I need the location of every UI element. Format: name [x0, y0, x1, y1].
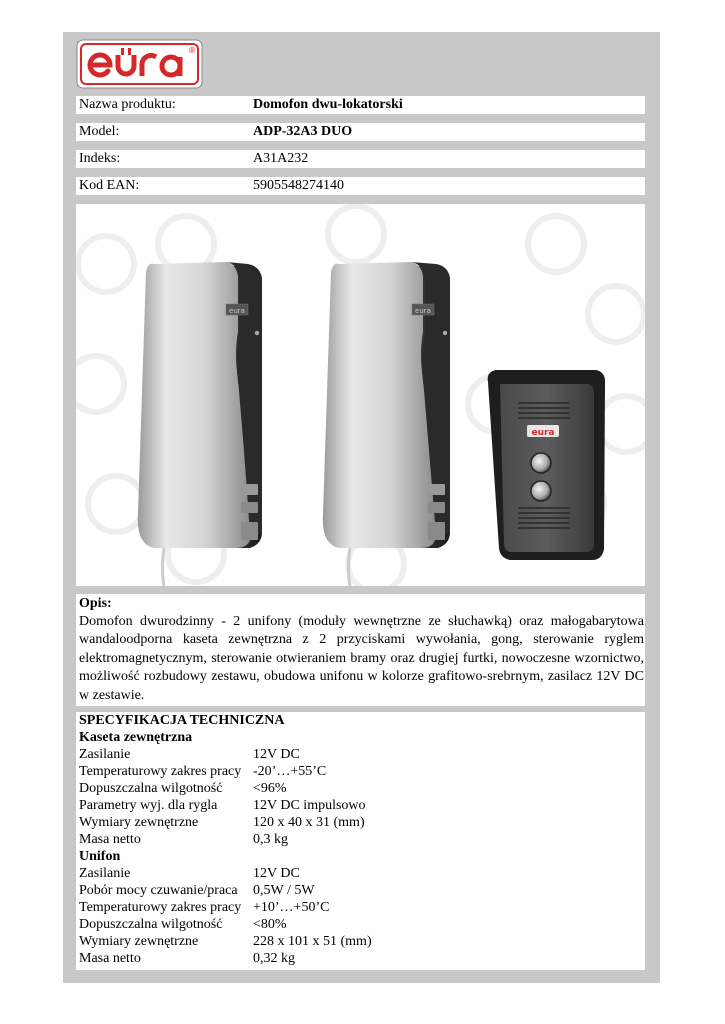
- lock-button: [428, 502, 445, 513]
- spec-value: -20’…+55’C: [253, 764, 327, 779]
- spec-group-title: Kaseta zewnętrzna: [79, 730, 193, 745]
- led-indicator: [255, 331, 259, 335]
- spec-group-title: Unifon: [79, 849, 121, 864]
- spec-key: Dopuszczalna wilgotność: [79, 781, 223, 796]
- product-photo: [76, 204, 645, 586]
- call-button-2: [531, 481, 551, 501]
- call-button: [428, 522, 445, 540]
- handset-logo: eura: [415, 307, 431, 315]
- spec-heading: SPECYFIKACJA TECHNICZNA: [79, 713, 285, 728]
- spec-section: [76, 712, 645, 970]
- panel-logo: eura: [531, 428, 555, 438]
- row-value: Domofon dwu-lokatorski: [253, 97, 403, 112]
- row-ean: [76, 177, 645, 195]
- description-section: [76, 594, 645, 706]
- spec-value: <96%: [253, 781, 287, 796]
- handset-unit-1: [138, 262, 262, 586]
- spec-key: Wymiary zewnętrzne: [79, 934, 199, 949]
- handset-logo: eura: [229, 307, 245, 315]
- spec-key: Masa netto: [79, 951, 141, 966]
- gate-button: [428, 484, 445, 495]
- row-value: 5905548274140: [253, 178, 344, 193]
- outdoor-panel: [488, 370, 605, 560]
- description-text: Domofon dwurodzinny - 2 unifony (moduły wewnętrzne ze słuchawką) oraz małogabarytowa wandaloodporna kaseta zewnętrzna z 2 przyciskami wywołania, gong, sterowanie ryglem elektromagnetycznym, sterowanie otwieraniem bramy oraz drugiej furtki, nowoczesne wzornictwo, możliwość rozbudowy zestawu, obudowa unifonu w kolorze grafitowo-srebrnym, zasilacz 12V DC w zestawie.: [79, 614, 644, 703]
- spec-value: 0,3 kg: [253, 832, 288, 847]
- brand-logo: [76, 39, 203, 89]
- spec-key: Zasilanie: [79, 747, 131, 762]
- lock-button: [241, 502, 258, 513]
- row-label: Kod EAN:: [79, 178, 140, 193]
- call-button: [241, 522, 258, 540]
- handset-unit-2: [323, 262, 450, 586]
- spec-value: 12V DC: [253, 866, 300, 881]
- datasheet-frame: [63, 32, 660, 983]
- spec-key: Parametry wyj. dla rygla: [79, 798, 218, 813]
- gate-button: [241, 484, 258, 495]
- row-index: [76, 150, 645, 168]
- led-indicator: [443, 331, 447, 335]
- spec-value: +10’…+50’C: [253, 900, 330, 915]
- spec-key: Zasilanie: [79, 866, 131, 881]
- registered-mark: ®: [188, 46, 196, 55]
- row-label: Indeks:: [79, 151, 121, 166]
- spec-value: 0,32 kg: [253, 951, 295, 966]
- spec-key: Temperaturowy zakres pracy: [79, 764, 242, 779]
- row-model: [76, 123, 645, 141]
- spec-key: Masa netto: [79, 832, 141, 847]
- description-heading: Opis:: [79, 596, 112, 611]
- spec-value: 0,5W / 5W: [253, 883, 315, 898]
- row-label: Nazwa produktu:: [79, 97, 176, 112]
- row-label: Model:: [79, 124, 120, 139]
- spec-value: 12V DC impulsowo: [253, 798, 366, 813]
- spec-value: <80%: [253, 917, 287, 932]
- spec-value: 12V DC: [253, 747, 300, 762]
- row-product-name: [76, 96, 645, 114]
- spec-key: Dopuszczalna wilgotność: [79, 917, 223, 932]
- spec-key: Pobór mocy czuwanie/praca: [79, 883, 238, 898]
- row-value: ADP-32A3 DUO: [253, 124, 353, 139]
- spec-key: Temperaturowy zakres pracy: [79, 900, 242, 915]
- row-value: A31A232: [253, 151, 309, 166]
- spec-key: Wymiary zewnętrzne: [79, 815, 199, 830]
- spec-value: 228 x 101 x 51 (mm): [253, 934, 372, 949]
- spec-value: 120 x 40 x 31 (mm): [253, 815, 365, 830]
- call-button-1: [531, 453, 551, 473]
